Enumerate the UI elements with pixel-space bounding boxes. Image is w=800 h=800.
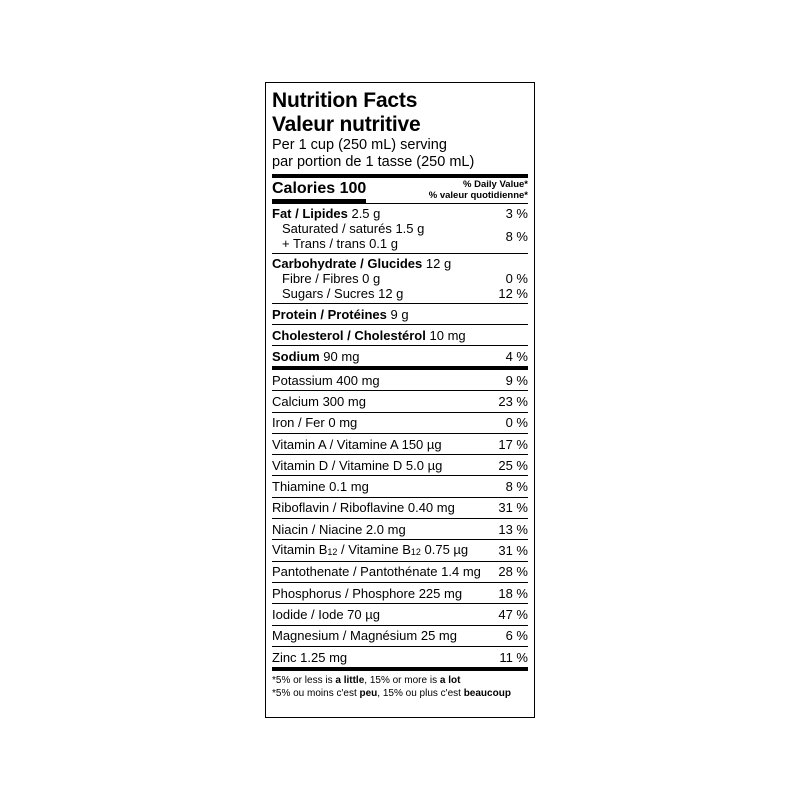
dv-header-fr: % valeur quotidienne*	[428, 190, 528, 201]
protein-label: Protein / Protéines	[272, 307, 387, 322]
micronutrient-name: Zinc 1.25 mg	[272, 649, 348, 665]
sodium-pct: 4 %	[505, 349, 528, 364]
micronutrient-pct: 47 %	[498, 606, 528, 622]
sat-trans-group	[272, 221, 528, 251]
micronutrient-name: Vitamin D / Vitamine D 5.0 µg	[272, 457, 443, 473]
micronutrient-pct: 23 %	[498, 393, 528, 409]
micronutrient-name: Calcium 300 mg	[272, 393, 366, 409]
micronutrient-row	[272, 433, 528, 454]
fibre-label: Fibre / Fibres 0 g	[282, 271, 381, 286]
sodium-row	[272, 345, 528, 366]
micronutrient-name: Iodide / Iode 70 µg	[272, 606, 380, 622]
micronutrient-pct: 17 %	[498, 436, 528, 452]
micronutrient-pct: 31 %	[498, 543, 528, 559]
carb-label: Carbohydrate / Glucides	[272, 256, 423, 271]
carb-row	[272, 256, 528, 271]
micronutrient-pct: 11 %	[499, 649, 528, 665]
sugars-pct: 12 %	[498, 286, 528, 301]
micronutrient-row	[272, 497, 528, 518]
micronutrient-name: Riboflavin / Riboflavine 0.40 mg	[272, 500, 455, 516]
fat-label: Fat / Lipides	[272, 206, 348, 221]
fibre-pct: 0 %	[505, 271, 528, 286]
micronutrient-row	[272, 390, 528, 411]
micronutrient-pct: 31 %	[498, 500, 528, 516]
micronutrient-row	[272, 412, 528, 433]
footnote-fr: *5% ou moins c'est peu, 15% ou plus c'est beaucoup	[272, 688, 511, 700]
micronutrient-row	[272, 561, 528, 582]
daily-value-header	[429, 179, 528, 201]
micronutrient-name: Vitamin A / Vitamine A 150 µg	[272, 436, 442, 452]
micronutrient-name: Potassium 400 mg	[272, 372, 380, 388]
fat-group	[272, 203, 528, 253]
micronutrient-name: Iron / Fer 0 mg	[272, 415, 358, 431]
micronutrient-pct: 0 %	[505, 415, 528, 431]
saturated-row: Saturated / saturés 1.5 g	[282, 221, 425, 236]
serving-en: Per 1 cup (250 mL) serving	[272, 137, 447, 153]
calories-row	[272, 178, 528, 200]
trans-row: + Trans / trans 0.1 g	[282, 236, 398, 251]
micronutrient-name: Niacin / Niacine 2.0 mg	[272, 521, 406, 537]
micronutrient-pct: 8 %	[505, 479, 528, 495]
calories-value: 100	[339, 180, 367, 197]
micronutrient-pct: 9 %	[505, 372, 528, 388]
fat-row	[272, 206, 528, 221]
micronutrient-row	[272, 518, 528, 539]
micronutrient-name: Magnesium / Magnésium 25 mg	[272, 628, 457, 644]
calories-label: Calories	[272, 180, 336, 197]
micronutrient-name: Vitamin $B_{12}$ / Vitamine $B_{12}$ 0.75 µg	[272, 541, 469, 557]
footnote-en: *5% or less is a little, 15% or more is a lot	[272, 675, 461, 687]
sugars-label: Sugars / Sucres 12 g	[282, 286, 404, 301]
sat-trans-pct: 8 %	[505, 228, 528, 244]
micronutrient-name: Thiamine 0.1 mg	[272, 479, 369, 495]
micronutrient-row	[272, 625, 528, 646]
dv-header-en: % Daily Value*	[463, 179, 528, 190]
micronutrient-pct: 28 %	[498, 564, 528, 580]
micronutrient-pct: 6 %	[505, 628, 528, 644]
micronutrient-row	[272, 582, 528, 603]
micronutrient-name: Pantothenate / Pantothénate 1.4 mg	[272, 564, 481, 580]
micronutrient-row	[272, 475, 528, 496]
micronutrient-name: Phosphorus / Phosphore 225 mg	[272, 585, 463, 601]
title-fr: Valeur nutritive	[272, 113, 421, 136]
serving-fr: par portion de 1 tasse (250 mL)	[272, 154, 475, 170]
micronutrient-row	[272, 539, 528, 560]
carb-amount: 12 g	[425, 256, 452, 271]
cholesterol-row	[272, 324, 528, 345]
nutrition-facts-panel	[265, 82, 535, 718]
fat-amount: 2.5 g	[351, 206, 381, 221]
micronutrient-pct: 13 %	[498, 521, 528, 537]
micronutrient-pct: 18 %	[498, 585, 528, 601]
micronutrient-list	[272, 366, 528, 667]
micronutrient-row	[272, 603, 528, 624]
sodium-amount: 90 mg	[323, 349, 360, 364]
protein-row	[272, 303, 528, 324]
title-en: Nutrition Facts	[272, 89, 418, 112]
protein-amount: 9 g	[390, 307, 409, 322]
sodium-label: Sodium	[272, 349, 320, 364]
fibre-row	[272, 271, 528, 286]
footnote	[272, 667, 528, 700]
fat-pct: 3 %	[505, 206, 528, 221]
micronutrient-pct: 25 %	[498, 457, 528, 473]
cholesterol-label: Cholesterol / Cholestérol	[272, 328, 426, 343]
micronutrient-row	[272, 646, 528, 667]
micronutrient-row	[272, 454, 528, 475]
micronutrient-row	[272, 366, 528, 390]
sugars-row	[272, 286, 528, 301]
calories	[272, 180, 366, 203]
cholesterol-amount: 10 mg	[429, 328, 466, 343]
carb-group	[272, 253, 528, 303]
